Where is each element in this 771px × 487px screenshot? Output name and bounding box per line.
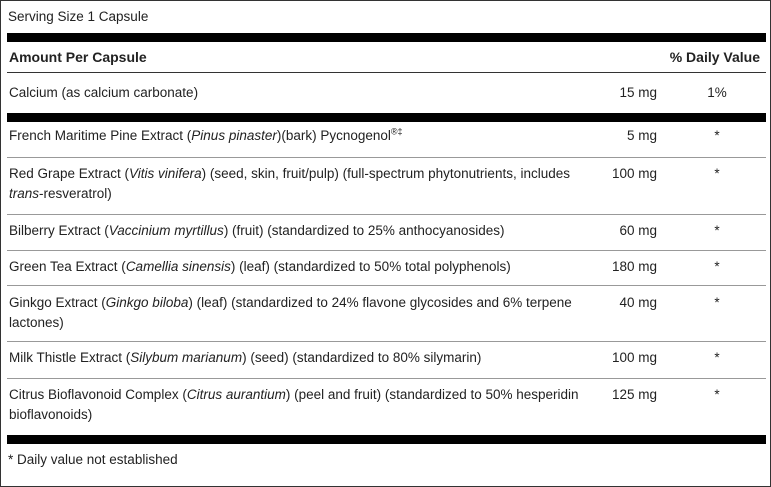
ingredient-dv: * [714, 295, 720, 310]
ingredient-name: Red Grape Extract (Vitis vinifera) (seed, skin, fruit/pulp) (full-spectrum phytonutrients, includes trans-resveratrol) [9, 166, 570, 201]
thick-divider-bottom [7, 435, 766, 444]
header-divider [7, 72, 766, 73]
ingredient-amount: 125 mg [611, 387, 657, 402]
daily-value-header: % Daily Value [669, 49, 760, 65]
ingredient-name: Citrus Bioflavonoid Complex (Citrus aurantium) (peel and fruit) (standardized to 50% hesperidin bioflavonoids) [9, 387, 579, 422]
ingredient-amount: 100 mg [611, 350, 657, 365]
thick-divider-top [7, 33, 766, 42]
nutrient-amount: 15 mg [619, 85, 657, 100]
ingredient-dv: * [714, 223, 720, 238]
ingredient-dv: * [714, 259, 720, 274]
ingredient-amount: 5 mg [626, 128, 657, 143]
row-divider [7, 214, 766, 215]
footnote: * Daily value not established [8, 452, 178, 467]
nutrient-dv: 1% [707, 85, 727, 100]
ingredient-amount: 60 mg [619, 223, 657, 238]
ingredient-name: French Maritime Pine Extract (Pinus pinaster)(bark) Pycnogenol®‡ [9, 126, 403, 143]
ingredient-amount: 100 mg [611, 166, 657, 181]
serving-size: Serving Size 1 Capsule [8, 9, 149, 24]
ingredient-dv: * [714, 387, 720, 402]
ingredient-amount: 40 mg [619, 295, 657, 310]
ingredient-name: Bilberry Extract (Vaccinium myrtillus) (fruit) (standardized to 25% anthocyanosides) [9, 223, 505, 238]
ingredient-dv: * [714, 128, 720, 143]
thick-divider-middle [7, 113, 766, 122]
ingredient-name: Green Tea Extract (Camellia sinensis) (leaf) (standardized to 50% total polyphenols) [9, 259, 511, 274]
row-divider [7, 157, 766, 158]
ingredient-dv: * [714, 350, 720, 365]
amount-per-capsule-header: Amount Per Capsule [9, 49, 147, 65]
ingredient-name: Milk Thistle Extract (Silybum marianum) (seed) (standardized to 80% silymarin) [9, 350, 482, 365]
ingredient-dv: * [714, 166, 720, 181]
nutrient-name: Calcium (as calcium carbonate) [9, 85, 199, 100]
row-divider [7, 250, 766, 251]
row-divider [7, 341, 766, 342]
row-divider [7, 378, 766, 379]
row-divider [7, 285, 766, 286]
ingredient-amount: 180 mg [611, 259, 657, 274]
ingredient-name: Ginkgo Extract (Ginkgo biloba) (leaf) (standardized to 24% flavone glycosides and 6% terpene lactones) [9, 295, 572, 330]
